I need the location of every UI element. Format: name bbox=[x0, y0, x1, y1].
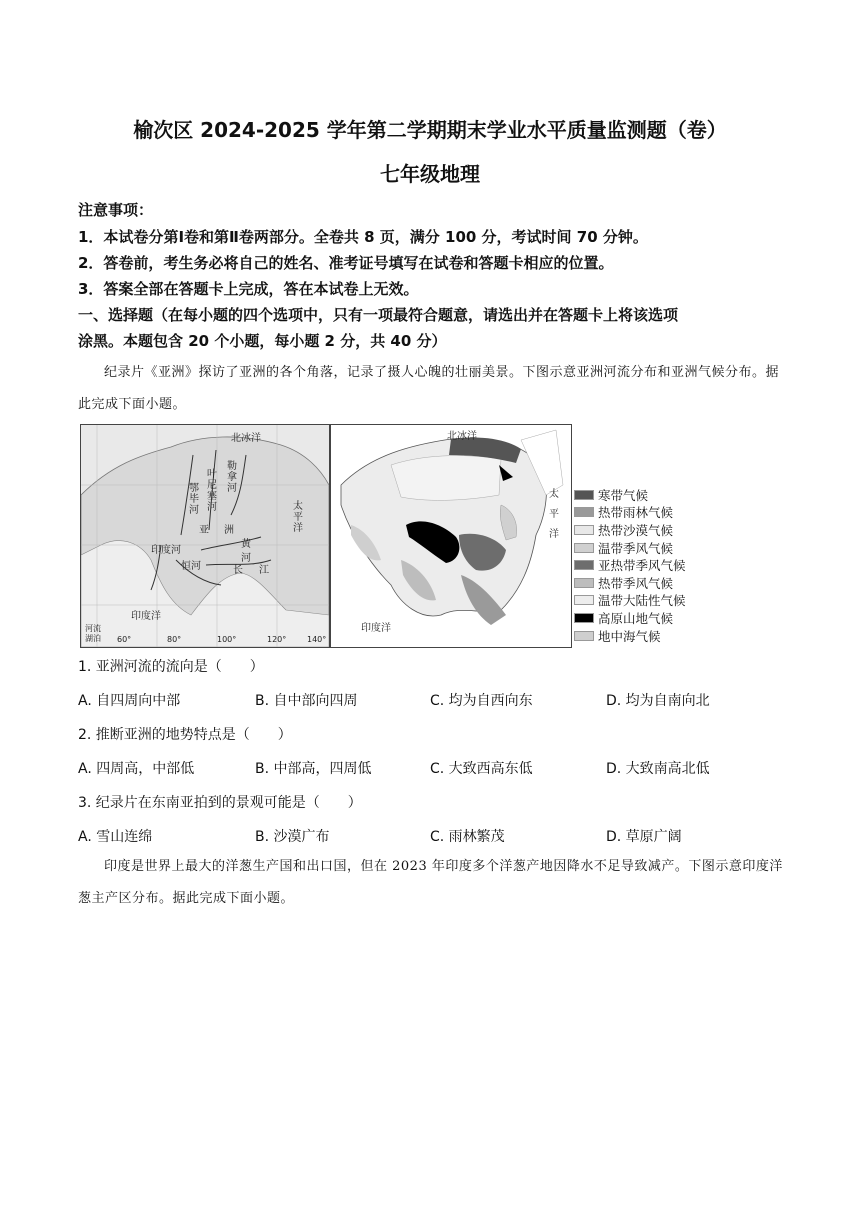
legend-item bbox=[574, 486, 686, 504]
section-heading-cont: 涂黑。本题包含 20 个小题，每小题 2 分，共 40 分） bbox=[78, 332, 447, 350]
exam-title: 榆次区 2024-2025 学年第二学期期末学业水平质量监测题（卷） bbox=[133, 118, 727, 142]
legend-label: 高原山地气候 bbox=[598, 610, 674, 626]
map-label: 太平洋 bbox=[293, 501, 303, 534]
notice-item: 1．本试卷分第Ⅰ卷和第Ⅱ卷两部分。全卷共 8 页，满分 100 分，考试时间 70 分钟。 bbox=[78, 228, 648, 246]
legend-item bbox=[574, 504, 686, 522]
map-tick: 60° bbox=[117, 635, 132, 644]
question-stem: 1. 亚洲河流的流向是（ ） bbox=[78, 659, 264, 675]
legend-item bbox=[574, 627, 686, 645]
map-tick: 140° bbox=[307, 635, 327, 644]
map-tick: 120° bbox=[267, 635, 287, 644]
option-a[interactable]: A. 雪山连绵 bbox=[78, 829, 153, 845]
legend-item bbox=[574, 574, 686, 592]
legend-swatch bbox=[574, 525, 594, 535]
map-label: 北冰洋 bbox=[231, 433, 261, 444]
legend-label: 亚热带季风气候 bbox=[598, 558, 686, 574]
map-label: 叶尼塞河 bbox=[207, 469, 217, 513]
map-label: 鄂毕河 bbox=[189, 483, 199, 516]
map-label: 勒拿河 bbox=[227, 461, 237, 494]
option-c[interactable]: C. 雨林繁茂 bbox=[430, 829, 505, 845]
map-label: 北冰洋 bbox=[447, 431, 477, 442]
map-legend-river: 河流 bbox=[85, 624, 101, 633]
option-b[interactable]: B. 沙漠广布 bbox=[255, 829, 330, 845]
asia-river-map-figure bbox=[81, 425, 329, 647]
option-c[interactable]: C. 均为自西向东 bbox=[430, 693, 533, 709]
map-label: 恒河 bbox=[181, 561, 201, 572]
asia-climate-map bbox=[330, 424, 572, 648]
option-a[interactable]: A. 自四周向中部 bbox=[78, 693, 181, 709]
option-b[interactable]: B. 自中部向四周 bbox=[255, 693, 358, 709]
map-label: 印度河 bbox=[151, 545, 181, 556]
legend-swatch bbox=[574, 631, 594, 641]
legend-swatch bbox=[574, 595, 594, 605]
asia-river-map bbox=[80, 424, 330, 648]
legend-swatch bbox=[574, 490, 594, 500]
legend-item bbox=[574, 521, 686, 539]
exam-subtitle: 七年级地理 bbox=[380, 162, 480, 186]
legend-label: 热带沙漠气候 bbox=[598, 522, 674, 538]
question-stem: 3. 纪录片在东南亚拍到的景观可能是（ ） bbox=[78, 795, 362, 811]
map-legend-lake: 湖泊 bbox=[85, 634, 101, 643]
map-label: 长 bbox=[233, 565, 243, 576]
legend-item bbox=[574, 609, 686, 627]
legend-label: 温带大陆性气候 bbox=[598, 593, 686, 609]
legend-swatch bbox=[574, 543, 594, 553]
map-label: 洲 bbox=[224, 525, 234, 536]
option-d[interactable]: D. 大致南高北低 bbox=[606, 761, 710, 777]
map-label: 太 bbox=[549, 489, 559, 500]
question-intro: 印度是世界上最大的洋葱生产国和出口国，但在 2023 年印度多个洋葱产地因降水不足导致减产。下图示意印度洋葱主产区分布。据此完成下面小题。 bbox=[78, 859, 783, 906]
map-label: 河 bbox=[241, 553, 251, 564]
map-label: 印度洋 bbox=[361, 623, 391, 634]
legend-swatch bbox=[574, 507, 594, 517]
legend-item bbox=[574, 592, 686, 610]
map-label: 黄 bbox=[241, 539, 251, 550]
climate-legend bbox=[574, 486, 686, 644]
notice-heading: 注意事项： bbox=[78, 201, 154, 219]
map-label: 洋 bbox=[549, 529, 559, 540]
section-heading: 一、选择题（在每小题的四个选项中，只有一项最符合题意，请选出并在答题卡上将该选项 bbox=[78, 306, 679, 324]
legend-item bbox=[574, 539, 686, 557]
notice-item: 3．答案全部在答题卡上完成，答在本试卷上无效。 bbox=[78, 280, 419, 298]
legend-label: 寒带气候 bbox=[598, 487, 649, 503]
option-d[interactable]: D. 草原广阔 bbox=[606, 829, 682, 845]
option-b[interactable]: B. 中部高，四周低 bbox=[255, 761, 372, 777]
option-a[interactable]: A. 四周高，中部低 bbox=[78, 761, 195, 777]
question-stem: 2. 推断亚洲的地势特点是（ ） bbox=[78, 727, 292, 743]
map-tick: 100° bbox=[217, 635, 237, 644]
map-label: 印度洋 bbox=[131, 611, 161, 622]
option-c[interactable]: C. 大致西高东低 bbox=[430, 761, 533, 777]
legend-label: 热带季风气候 bbox=[598, 575, 674, 591]
legend-swatch bbox=[574, 613, 594, 623]
question-intro: 纪录片《亚洲》探访了亚洲的各个角落，记录了摄人心魄的壮丽美景。下图示意亚洲河流分布和亚洲气候分布。据此完成下面小题。 bbox=[78, 365, 780, 412]
legend-label: 温带季风气候 bbox=[598, 540, 674, 556]
map-label: 平 bbox=[549, 509, 559, 520]
option-d[interactable]: D. 均为自南向北 bbox=[606, 693, 710, 709]
asia-climate-map-figure bbox=[331, 425, 571, 647]
legend-swatch bbox=[574, 560, 594, 570]
legend-label: 热带雨林气候 bbox=[598, 505, 674, 521]
legend-label: 地中海气候 bbox=[598, 628, 661, 644]
legend-swatch bbox=[574, 578, 594, 588]
notice-item: 2．答卷前，考生务必将自己的姓名、准考证号填写在试卷和答题卡相应的位置。 bbox=[78, 254, 614, 272]
map-label: 江 bbox=[259, 565, 269, 576]
map-tick: 80° bbox=[167, 635, 182, 644]
map-label: 亚 bbox=[199, 525, 209, 536]
legend-item bbox=[574, 556, 686, 574]
